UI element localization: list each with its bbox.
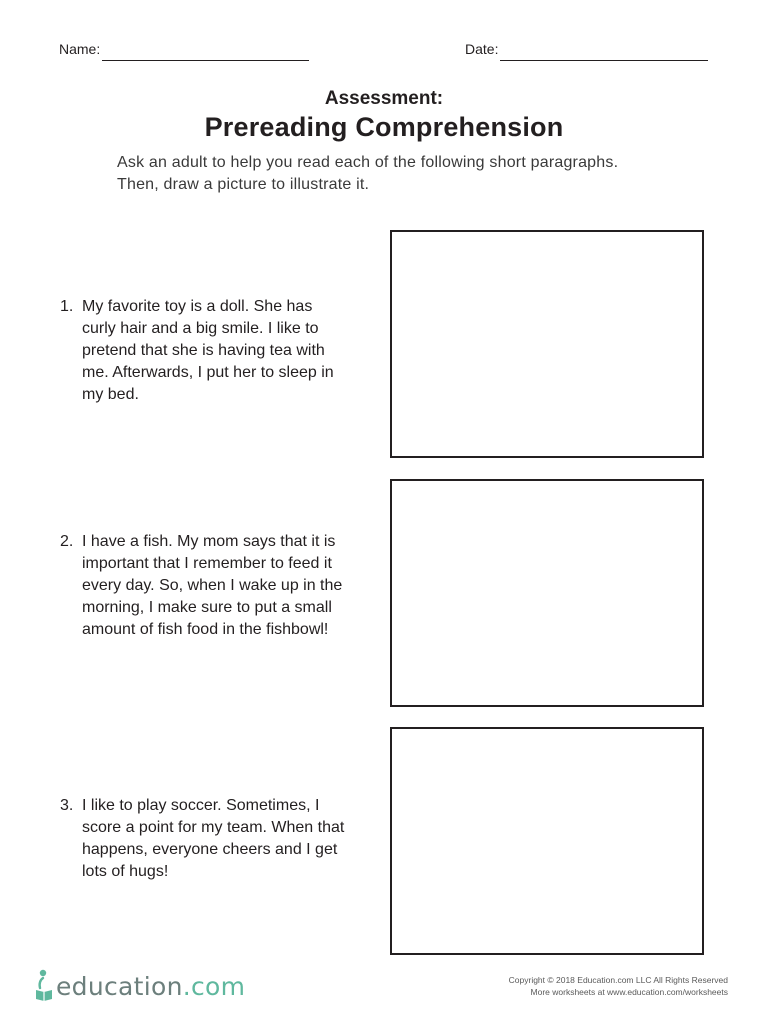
paragraph-item-2 xyxy=(60,531,378,641)
paragraph-line: curly hair and a big smile. I like to xyxy=(82,320,319,337)
date-label: Date: xyxy=(465,41,499,57)
item-number: 1. xyxy=(60,298,74,315)
drawing-box-3 xyxy=(390,727,704,955)
drawing-box-1 xyxy=(390,230,704,458)
paragraph-line: my bed. xyxy=(82,386,139,403)
instructions-line: Ask an adult to help you read each of the following short paragraphs. xyxy=(117,154,619,171)
book-person-icon xyxy=(34,966,54,1002)
name-label: Name: xyxy=(59,41,101,57)
instructions-line: Then, draw a picture to illustrate it. xyxy=(117,176,370,193)
paragraph-line: pretend that she is having tea with xyxy=(82,342,325,359)
drawing-box-2 xyxy=(390,479,704,707)
date-line xyxy=(500,60,708,61)
paragraph-line: My favorite toy is a doll. She has xyxy=(82,298,313,315)
item-number: 2. xyxy=(60,533,74,550)
item-number: 3. xyxy=(60,797,74,814)
paragraph-line: amount of fish food in the fishbowl! xyxy=(82,621,329,638)
subtitle: Assessment: xyxy=(324,88,444,109)
paragraph-line: I like to play soccer. Sometimes, I xyxy=(82,797,320,814)
paragraph-line: me. Afterwards, I put her to sleep in xyxy=(82,364,334,381)
paragraph-line: lots of hugs! xyxy=(82,863,169,880)
footer xyxy=(509,974,728,998)
paragraph-line: happens, everyone cheers and I get xyxy=(82,841,338,858)
education-logo xyxy=(34,962,245,1002)
paragraph-item-3 xyxy=(60,795,378,883)
logo-suffix: .com xyxy=(182,972,246,1001)
paragraph-line: every day. So, when I wake up in the xyxy=(82,577,343,594)
paragraph-line: I have a fish. My mom says that it is xyxy=(82,533,336,550)
footer-more-link: More worksheets at www.education.com/worksheets xyxy=(530,987,728,997)
paragraph-item-1 xyxy=(60,296,378,406)
footer-copyright: Copyright © 2018 Education.com LLC All Rights Reserved xyxy=(508,975,728,985)
name-line xyxy=(102,60,309,61)
instructions xyxy=(117,152,697,196)
page-title: Prereading Comprehension xyxy=(204,112,564,142)
paragraph-line: score a point for my team. When that xyxy=(82,819,345,836)
paragraph-line: important that I remember to feed it xyxy=(82,555,332,572)
paragraph-line: morning, I make sure to put a small xyxy=(82,599,332,616)
logo-name: education xyxy=(56,972,183,1001)
